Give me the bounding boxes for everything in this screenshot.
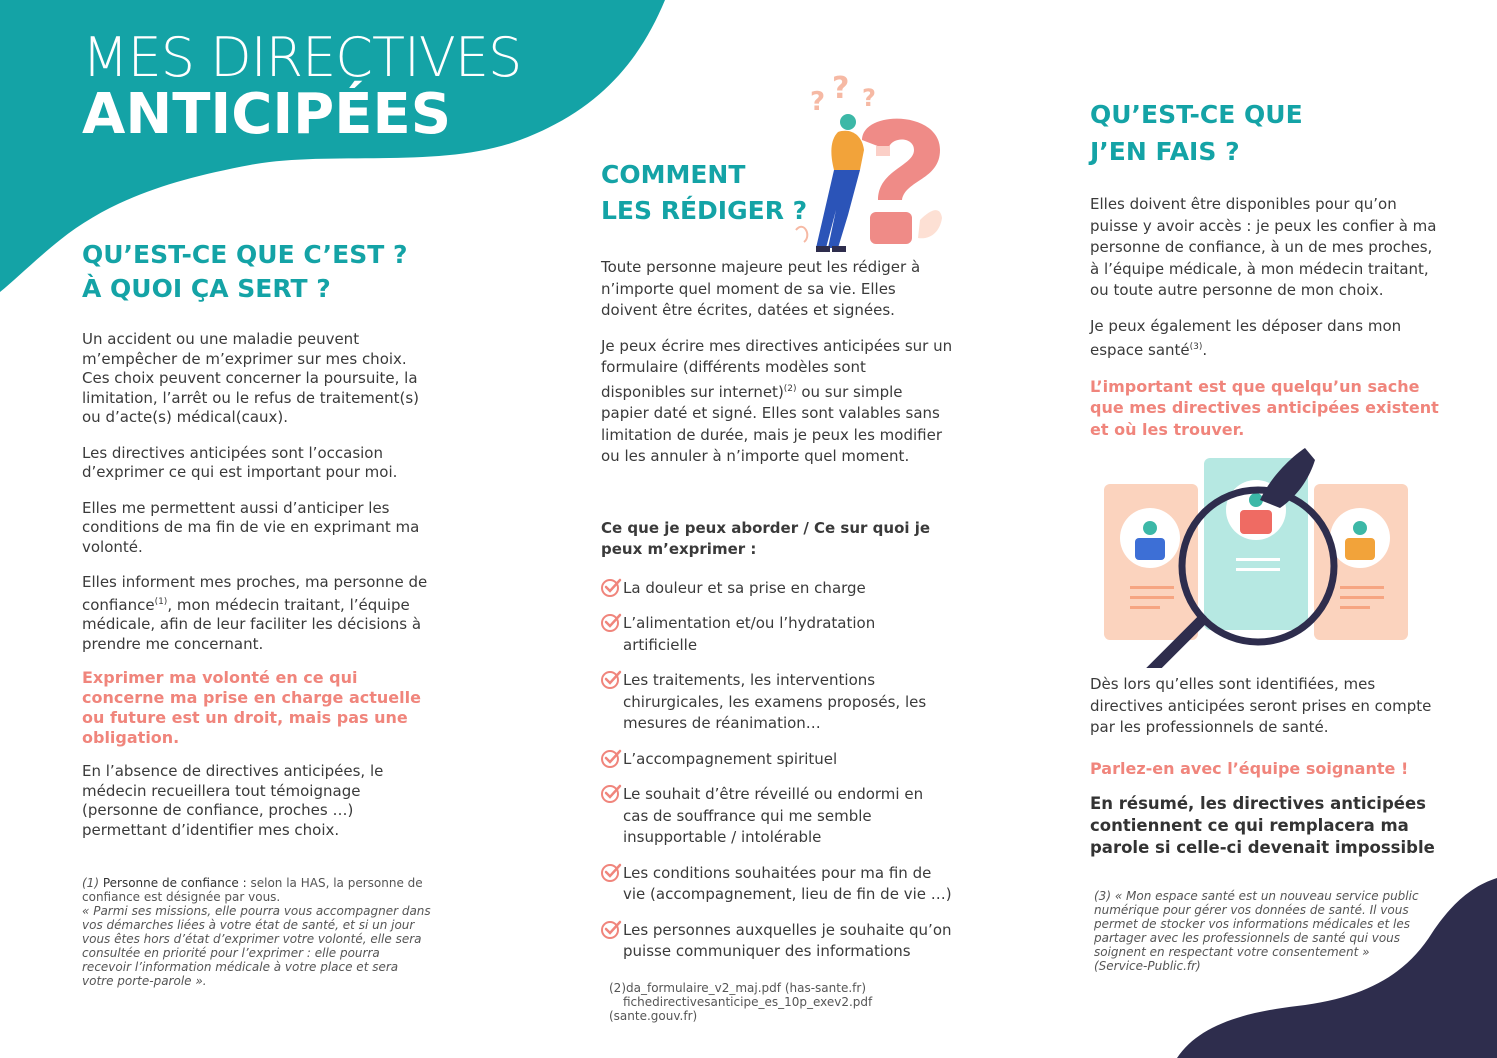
footnote-ref: (1) <box>154 596 168 607</box>
footnote-quote: « Parmi ses missions, elle pourra vous accompagner dans vos démarches liées à votre état de santé, et si un jour vous êtes hors d’état d’exprimer votre volonté, elle sera consultée en priorité pour l’exprimer : elle pourra recevoir l’information médicale à votre place et sera votre porte-parole ». <box>82 904 431 988</box>
footnote-2 <box>601 981 953 1023</box>
section-heading-what <box>82 238 432 306</box>
section-heading-what-to-do <box>1090 96 1440 170</box>
heading-line: QU’EST-CE QUE C’EST ? <box>82 240 408 269</box>
paragraph: Elles doivent être disponibles pour qu’on puisse y avoir accès : je peux les confier à ma personne de confiance, à un de mes proches, à l’équipe médicale, à mon médecin traitant, ou toute autre personne de mon choix. <box>1090 195 1437 299</box>
text: . <box>1202 341 1208 359</box>
text: Elles informent mes proches, ma personne de confiance <box>82 573 428 614</box>
heading-line: À QUOI ÇA SERT ? <box>82 274 331 303</box>
checkmark-icon <box>601 863 623 883</box>
page-title-line2: ANTICIPÉES <box>82 82 452 147</box>
footnote-label: Personne de confiance : <box>102 876 247 890</box>
checklist-item-text: Le souhait d’être réveillé ou endormi en cas de souffrance qui me semble insupportable / intolérable <box>623 785 924 846</box>
heading-line: QU’EST-CE QUE <box>1090 100 1303 129</box>
paragraph: Dès lors qu’elles sont identifiées, mes directives anticipées seront prises en compte par les professionnels de santé. <box>1090 675 1432 736</box>
highlight-text: Parlez-en avec l’équipe soignante ! <box>1090 758 1409 778</box>
paragraph: Elles me permettent aussi d’anticiper les conditions de ma fin de vie en exprimant ma volonté. <box>82 498 420 556</box>
paragraph <box>82 573 432 654</box>
checklist-item <box>601 863 953 906</box>
section-heading-how <box>601 157 953 229</box>
paragraph: Toute personne majeure peut les rédiger à n’importe quel moment de sa vie. Elles doivent être écrites, datées et signées. <box>601 258 921 319</box>
column-what-to-do <box>1090 96 1440 973</box>
text: , mon médecin traitant, l’équipe médicale, afin de leur faciliter les décisions à prendre me concernant. <box>82 595 422 653</box>
heading-line: J’EN FAIS ? <box>1090 137 1240 166</box>
paragraph <box>1090 316 1440 362</box>
summary-text: En résumé, les directives anticipées contiennent ce qui remplacera ma parole si celle-ci devenait impossible <box>1090 793 1435 857</box>
checklist-item-text: L’accompagnement spirituel <box>623 749 838 768</box>
checklist-item <box>601 613 953 656</box>
checkmark-icon <box>601 578 623 598</box>
footnote-ref: (2) <box>783 383 797 394</box>
heading-line: LES RÉDIGER ? <box>601 196 808 225</box>
checklist-item-text: Les conditions souhaitées pour ma fin de vie (accompagnement, lieu de fin de vie …) <box>623 863 952 903</box>
checklist-item-text: Les personnes auxquelles je souhaite qu’on puisse communiquer des informations <box>623 920 952 960</box>
highlight-text: L’important est que quelqu’un sache que mes directives anticipées existent et où les trouver. <box>1090 376 1439 439</box>
list-subheading: Ce que je peux aborder / Ce sur quoi je peux m’exprimer : <box>601 518 931 558</box>
column-what-is-it <box>82 238 432 988</box>
paragraph: Un accident ou une maladie peuvent m’empêcher de m’exprimer sur mes choix. Ces choix peuvent concerner la poursuite, la limitation, l’arrêt ou le refus de traitement(s) ou d’acte(s) médical(caux). <box>82 330 420 426</box>
page-title-line1: MES DIRECTIVES <box>82 26 522 89</box>
footnote-link: (2)da_formulaire_v2_maj.pdf (has-sante.fr) <box>609 980 867 995</box>
highlight-text: Exprimer ma volonté en ce qui concerne ma prise en charge actuelle ou future est un droit, mais pas une obligation. <box>82 668 421 747</box>
svg-text:?: ? <box>862 84 876 112</box>
svg-text:?: ? <box>832 71 850 106</box>
checkmark-icon <box>601 749 623 769</box>
svg-text:?: ? <box>810 87 826 117</box>
footnote-ref: (3) <box>1189 342 1203 352</box>
paragraph: En l’absence de directives anticipées, le médecin recueillera tout témoignage (personne de confiance, proches …) permettant d’identifier mes choix. <box>82 762 384 839</box>
checkmark-icon <box>601 784 623 804</box>
checklist-item-text: L’alimentation et/ou l’hydratation artificielle <box>623 614 876 654</box>
checklist-item <box>601 578 953 600</box>
checklist-item <box>601 749 953 771</box>
search-profiles-illustration <box>1090 448 1410 668</box>
footnote-1 <box>82 876 432 988</box>
checklist-item <box>601 784 953 849</box>
checklist-item <box>601 670 953 735</box>
checklist-item <box>601 920 953 963</box>
checklist-item-text: Les traitements, les interventions chirurgicales, les examens proposés, les mesures de réanimation… <box>623 671 927 732</box>
paragraph: Les directives anticipées sont l’occasion d’exprimer ce qui est important pour moi. <box>82 443 398 481</box>
heading-line: COMMENT <box>601 160 746 189</box>
checkmark-icon <box>601 670 623 690</box>
checkmark-icon <box>601 920 623 940</box>
topics-checklist <box>601 578 953 963</box>
footnote-3: (3) « Mon espace santé est un nouveau service public numérique pour gérer vos données de santé. Il vous permet de stocker vos informations médicales et les partager avec les professionnels de santé qui vous soignent en respectant votre consentement » (Service-Public.fr) <box>1094 888 1419 973</box>
paragraph <box>601 336 953 468</box>
text: Je peux également les déposer dans mon espace santé <box>1090 316 1402 359</box>
checkmark-icon <box>601 613 623 633</box>
text: Je peux écrire mes directives anticipées sur un formulaire (différents modèles sont disponibles sur internet) <box>601 336 953 401</box>
footnote-number: (1) <box>82 876 99 890</box>
column-how-to-write <box>601 157 953 1023</box>
footnote-link: fichedirectivesanticipe_es_10p_exev2.pdf (sante.gouv.fr) <box>609 994 873 1023</box>
checklist-item-text: La douleur et sa prise en charge <box>623 578 866 597</box>
footnote-text: selon la HAS, la personne de confiance est désignée par vous. <box>82 876 423 904</box>
text: ou sur simple papier daté et signé. Elles sont valables sans limitation de durée, mais je peux les modifier ou les annuler à n’importe quel moment. <box>601 382 942 465</box>
